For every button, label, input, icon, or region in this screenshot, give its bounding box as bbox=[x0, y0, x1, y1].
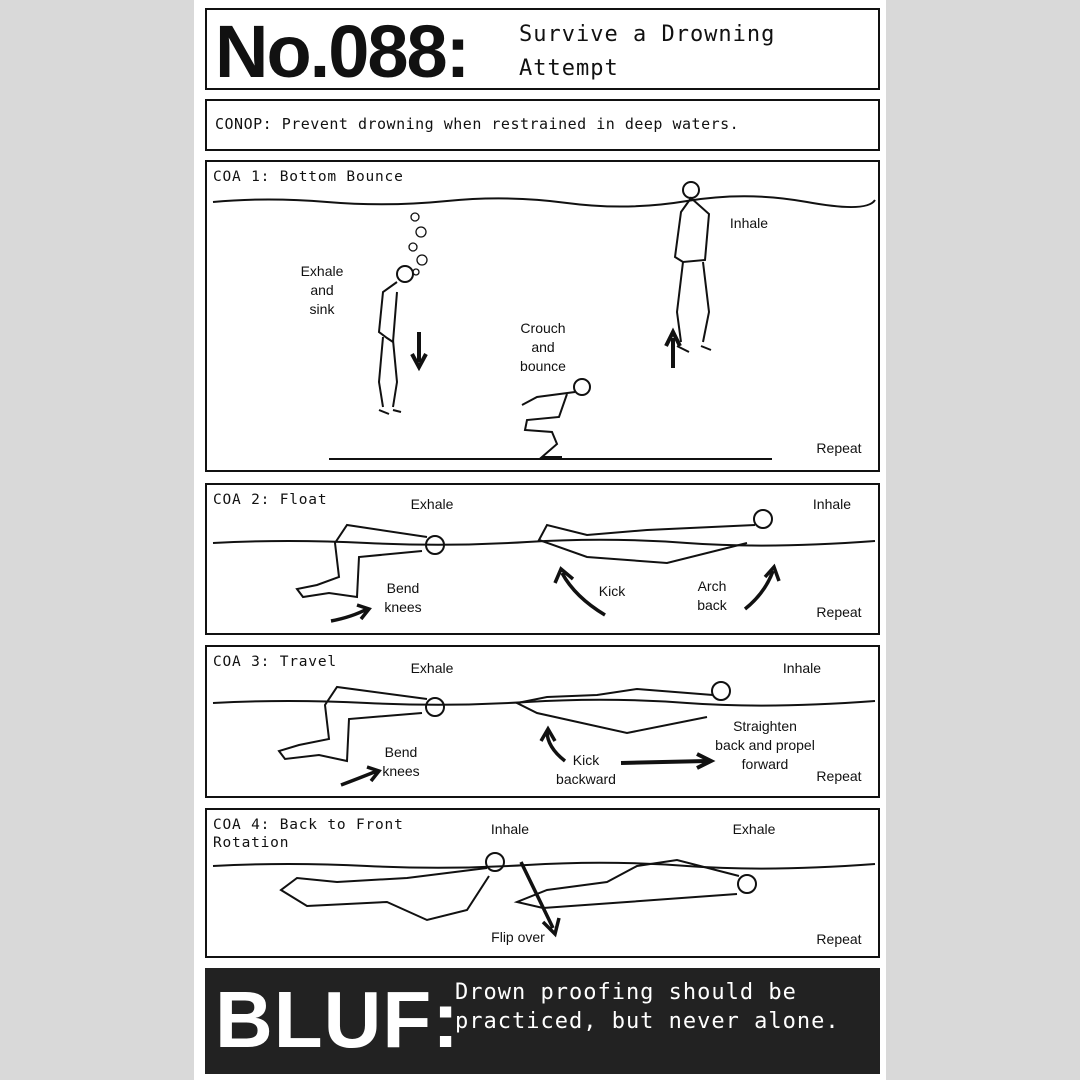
coa2-label-kick: Kick bbox=[598, 583, 626, 599]
up-arrow-icon bbox=[666, 332, 680, 368]
coa2-label-bend: Bend knees bbox=[384, 580, 422, 615]
coa2-panel bbox=[205, 483, 880, 635]
coa4-repeat: Repeat bbox=[816, 931, 862, 947]
coa3-label-inhale: Inhale bbox=[782, 660, 822, 676]
coa2-label-arch: Arch back bbox=[697, 578, 727, 613]
coa1-repeat: Repeat bbox=[816, 440, 862, 456]
conop-box bbox=[205, 99, 880, 151]
coa3-label-straighten: Straighten back and propel forward bbox=[715, 718, 815, 772]
bend-arrow-icon bbox=[331, 605, 369, 621]
coa1-label-exhale: Exhale and sink bbox=[300, 263, 344, 317]
conop-text: CONOP: Prevent drowning when restrained in deep waters. bbox=[215, 115, 740, 133]
coa4-panel bbox=[205, 808, 880, 958]
coa4-label-exhale: Exhale bbox=[732, 821, 776, 837]
coa3-label-kick: Kick backward bbox=[556, 752, 616, 787]
coa3-label-bend: Bend knees bbox=[382, 744, 420, 779]
coa1-label-inhale: Inhale bbox=[729, 215, 769, 231]
coa2-illustration bbox=[207, 485, 882, 637]
coa1-panel bbox=[205, 160, 880, 472]
coa2-title: COA 2: Float bbox=[213, 492, 328, 508]
water-surface-line bbox=[213, 196, 875, 207]
infographic-page bbox=[194, 0, 886, 1080]
back-floating-person-icon bbox=[281, 853, 504, 920]
crouching-person-icon bbox=[522, 379, 590, 457]
down-arrow-icon bbox=[412, 332, 426, 367]
coa2-label-exhale: Exhale bbox=[410, 496, 454, 512]
page-title: Survive a Drowning Attempt bbox=[519, 22, 776, 81]
coa3-title: COA 3: Travel bbox=[213, 654, 337, 670]
coa2-label-inhale: Inhale bbox=[812, 496, 852, 512]
rising-person-icon bbox=[675, 182, 711, 352]
sinking-person-icon bbox=[379, 266, 413, 414]
arching-person-icon bbox=[539, 510, 772, 563]
water-surface-line bbox=[213, 700, 875, 706]
bluf-text: Drown proofing should be practiced, but never alone. bbox=[455, 980, 840, 1034]
propelling-person-icon bbox=[517, 682, 730, 733]
coa3-repeat: Repeat bbox=[816, 768, 862, 784]
bluf-box bbox=[205, 968, 880, 1074]
water-surface-line bbox=[213, 863, 875, 869]
coa4-label-inhale: Inhale bbox=[490, 821, 530, 837]
coa1-label-crouch: Crouch and bounce bbox=[520, 320, 566, 374]
coa2-repeat: Repeat bbox=[816, 604, 862, 620]
bluf-label: BLUF: bbox=[215, 975, 460, 1064]
coa3-panel bbox=[205, 645, 880, 798]
title-box bbox=[205, 8, 880, 93]
coa4-title: COA 4: Back to Front Rotation bbox=[213, 817, 404, 851]
forward-arrow-icon bbox=[621, 754, 711, 768]
coa4-label-flip: Flip over bbox=[491, 929, 545, 945]
page-number: No.088: bbox=[215, 10, 469, 93]
coa1-title: COA 1: Bottom Bounce bbox=[213, 169, 404, 185]
bubbles-icon bbox=[409, 213, 427, 275]
coa3-label-exhale: Exhale bbox=[410, 660, 454, 676]
arch-arrow-icon bbox=[745, 567, 779, 609]
